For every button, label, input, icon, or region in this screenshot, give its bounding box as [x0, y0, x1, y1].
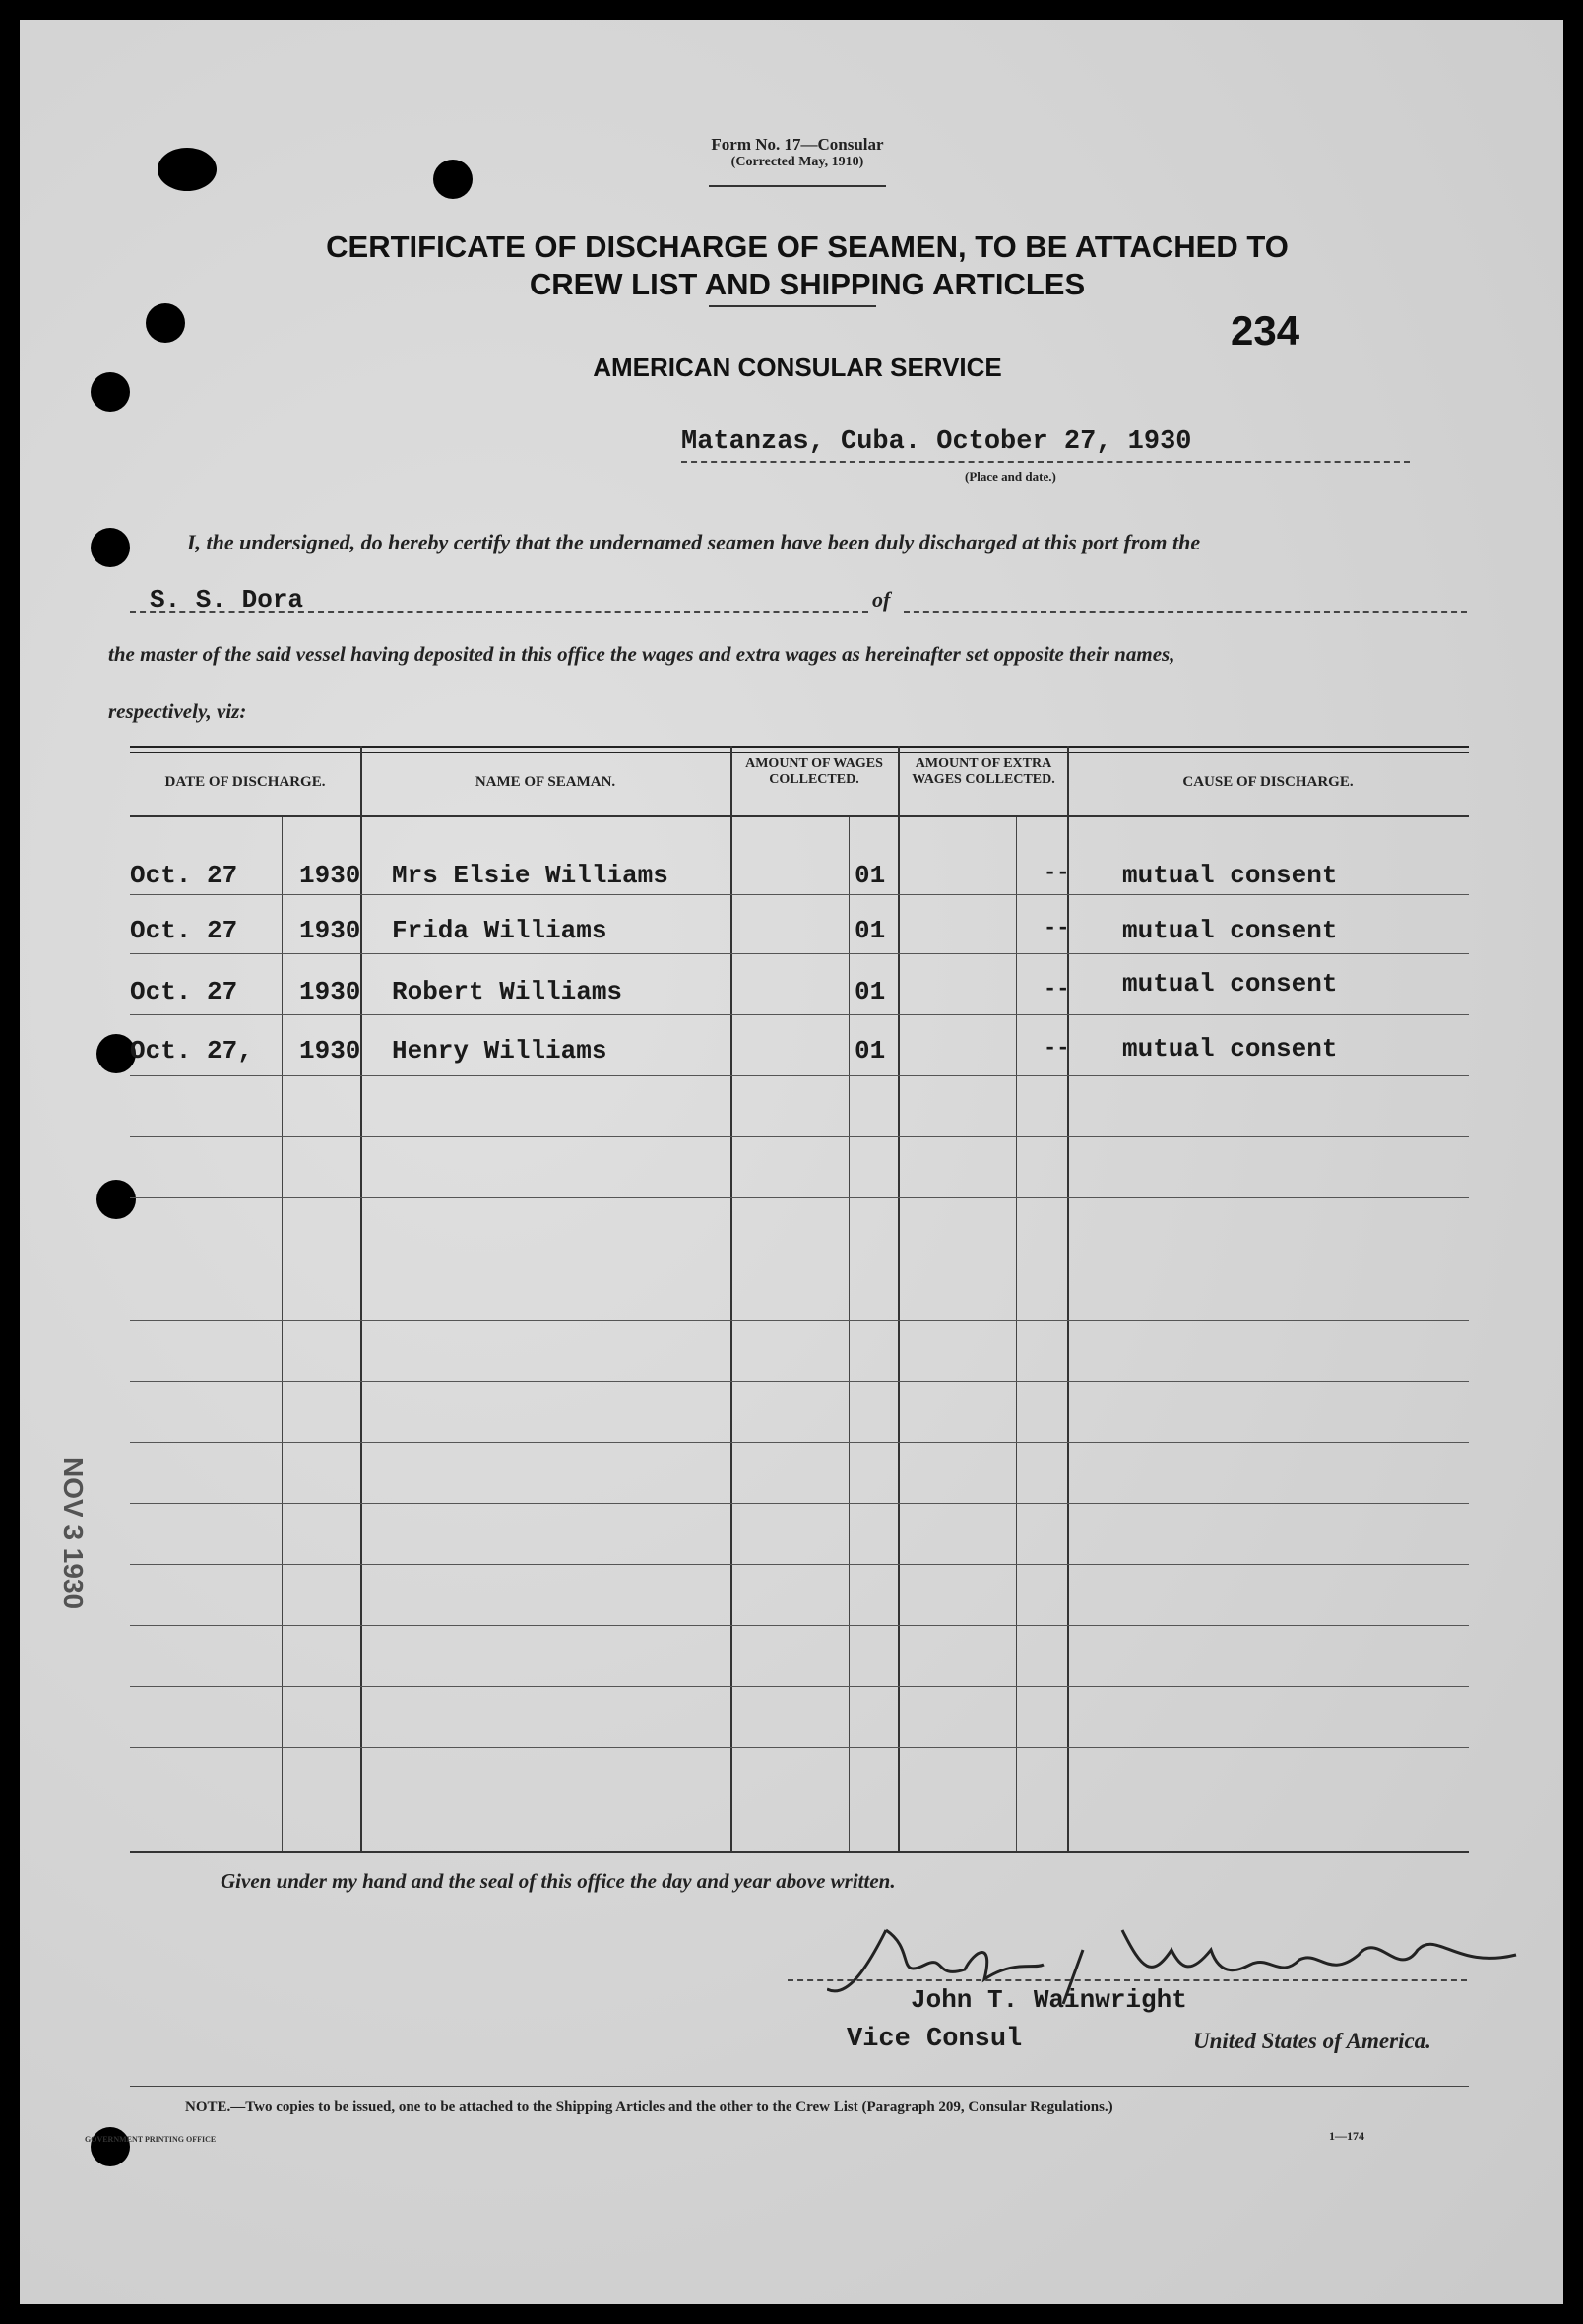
row-rule: [130, 1320, 1469, 1321]
punch-hole: [91, 372, 130, 412]
row-rule: [130, 1442, 1469, 1443]
form-corrected: (Corrected May, 1910): [730, 155, 864, 169]
row-3-name: Robert Williams: [392, 977, 623, 1006]
col-divider: [849, 817, 850, 1853]
row-rule: [130, 1136, 1469, 1137]
country-label: United States of America.: [1193, 2029, 1431, 2053]
certify-line-1: I, the undersigned, do hereby certify that the undernamed seamen have been duly discharged at this port from the: [187, 530, 1201, 554]
col-divider: [360, 746, 362, 1853]
certify-line-4: respectively, viz:: [108, 699, 247, 723]
row-rule: [130, 894, 1469, 895]
row-3-date: Oct. 27: [130, 977, 238, 1006]
table-top-rule-2: [130, 752, 1469, 753]
title-line-2: CREW LIST AND SHIPPING ARTICLES: [529, 267, 1086, 301]
signer-title: Vice Consul: [847, 2025, 1023, 2054]
row-4-cause: mutual consent: [1122, 1034, 1338, 1064]
row-rule: [130, 1686, 1469, 1687]
row-3-wages: 01: [855, 977, 886, 1006]
punch-hole: [91, 528, 130, 567]
signer-name: John T. Wainwright: [911, 1985, 1187, 2015]
footer-note: NOTE.—Two copies to be issued, one to be attached to the Shipping Articles and the other to the Crew List (Paragraph 209, Consular Regulations.): [185, 2099, 1113, 2115]
header-rule: [709, 185, 886, 187]
row-2-name: Frida Williams: [392, 916, 607, 945]
place-date-line: [681, 461, 1410, 463]
row-2-extra: --: [1044, 916, 1070, 940]
row-rule: [130, 1503, 1469, 1504]
row-2-date: Oct. 27: [130, 916, 238, 945]
row-4-year: 1930: [299, 1036, 361, 1065]
certify-line-3: the master of the said vessel having deposited in this office the wages and extra wages as hereinafter set opposite their names,: [108, 642, 1175, 666]
row-4-extra: --: [1044, 1036, 1070, 1061]
header-bottom-rule: [130, 815, 1469, 817]
row-4-wages: 01: [855, 1036, 886, 1065]
col-divider: [282, 817, 283, 1853]
of-label: of: [872, 587, 891, 612]
row-1-year: 1930: [299, 861, 361, 890]
row-4-date: Oct. 27,: [130, 1036, 253, 1065]
row-rule: [130, 1381, 1469, 1382]
row-rule: [130, 1197, 1469, 1198]
place-date-caption: (Place and date.): [965, 469, 1056, 484]
col-divider: [1067, 746, 1069, 1853]
given-statement: Given under my hand and the seal of this office the day and year above written.: [221, 1869, 896, 1893]
row-2-year: 1930: [299, 916, 361, 945]
document-number: 234: [1231, 307, 1300, 354]
printer-mark: GOVERNMENT PRINTING OFFICE: [85, 2135, 217, 2144]
table-top-rule: [130, 746, 1469, 748]
row-3-extra: --: [1044, 977, 1070, 1001]
row-4-name: Henry Williams: [392, 1036, 607, 1065]
vessel-name: S. S. Dora: [150, 585, 304, 614]
received-stamp-date: NOV 3 1930: [58, 1457, 89, 1610]
form-code: 1—174: [1329, 2129, 1364, 2143]
document-page: [20, 20, 1563, 2304]
title-line-1: CERTIFICATE OF DISCHARGE OF SEAMEN, TO BE ATTACHED TO: [326, 229, 1289, 264]
row-2-cause: mutual consent: [1122, 916, 1338, 945]
col-divider: [1016, 817, 1017, 1853]
row-rule: [130, 1747, 1469, 1748]
row-1-date: Oct. 27: [130, 861, 238, 890]
col-divider: [898, 746, 900, 1853]
signature-line: [788, 1979, 1467, 1981]
of-line: [904, 611, 1467, 613]
header-wages: AMOUNT OF WAGES COLLECTED.: [745, 756, 883, 787]
punch-hole: [91, 2127, 130, 2166]
footer-rule: [130, 2086, 1469, 2087]
row-3-cause: mutual consent: [1122, 969, 1338, 999]
row-2-wages: 01: [855, 916, 886, 945]
form-number-text: Form No. 17—Consular: [711, 135, 884, 154]
row-rule: [130, 1564, 1469, 1565]
punch-hole: [433, 160, 473, 199]
header-date: DATE OF DISCHARGE.: [164, 774, 326, 790]
place-date-value: Matanzas, Cuba. October 27, 1930: [681, 427, 1192, 457]
vessel-line: [130, 611, 868, 613]
header-cause: CAUSE OF DISCHARGE.: [1182, 774, 1354, 790]
form-number: [650, 136, 945, 171]
row-rule: [130, 1625, 1469, 1626]
service-heading: AMERICAN CONSULAR SERVICE: [593, 353, 1002, 382]
row-rule: [130, 953, 1469, 954]
table-bottom-rule: [130, 1851, 1469, 1853]
row-rule: [130, 1075, 1469, 1076]
row-rule: [130, 1014, 1469, 1015]
header-name: NAME OF SEAMAN.: [475, 774, 616, 790]
row-3-year: 1930: [299, 977, 361, 1006]
discharge-table: [130, 746, 1469, 1853]
row-1-cause: mutual consent: [1122, 861, 1338, 890]
row-1-name: Mrs Elsie Williams: [392, 861, 668, 890]
page-title: [177, 228, 1437, 303]
punch-hole: [158, 148, 217, 191]
punch-hole: [146, 303, 185, 343]
row-1-wages: 01: [855, 861, 886, 890]
row-1-extra: --: [1044, 861, 1070, 885]
title-rule: [709, 305, 876, 307]
col-divider: [730, 746, 732, 1853]
header-extra: AMOUNT OF EXTRA WAGES COLLECTED.: [912, 756, 1055, 787]
